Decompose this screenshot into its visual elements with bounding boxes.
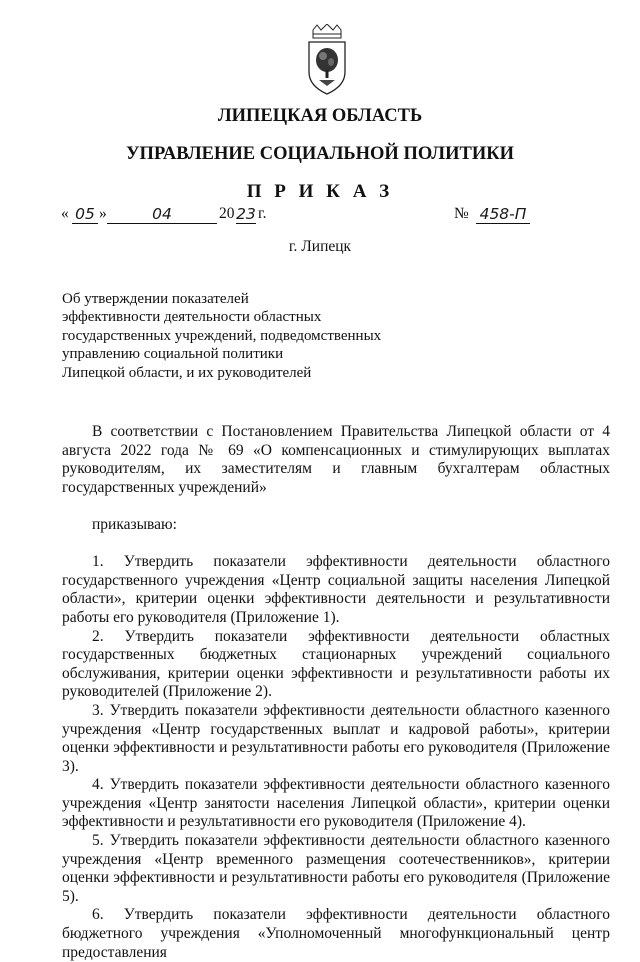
order-item: 3. Утвердить показатели эффективности деятельности областного казенного учреждения «Центр государственных выплат и кадровой работы», критерии оценки эффективности и результативности работы его руководителя (Приложение 3). [62,701,610,775]
order-item: 1. Утвердить показатели эффективности деятельности областного государственного учреждения «Центр социальной защиты населения Липецкой области», критерии оценки эффективности деятельности и результативности работы его руководителя (Приложение 1). [62,553,610,626]
department-title: УПРАВЛЕНИЕ СОЦИАЛЬНОЙ ПОЛИТИКИ [125,144,515,164]
date-year-prefix: 20 [219,205,235,222]
date-open-quote: « [61,205,69,222]
order-item: 6. Утвердить показатели эффективности деятельности областного бюджетного учреждения «Уполномоченный многофункциональный центр предоставления [62,906,610,961]
date-close-quote: » [99,205,107,222]
coat-of-arms-emblem [303,24,351,96]
date-day: 05 [72,205,98,224]
city: г. Липецк [288,238,352,255]
subject-block [62,290,422,382]
order-item: 4. Утвердить показатели эффективности деятельности областного казенного учреждения «Центр занятости населения Липецкой области», критерии оценки эффективности и результативности его руководителя (Приложение 4). [62,776,610,831]
document-type-title: П Р И К А З [246,181,394,202]
subject-line: эффективности деятельности областных [62,309,322,326]
subject-line: Об утверждении показателей [62,291,249,307]
date-year-mark: г. [258,205,267,222]
order-number: 458-П [476,205,530,224]
order-item: 2. Утвердить показатели эффективности деятельности областных государственных бюджетных стационарных учреждений социального обслуживания, критерии оценки эффективности и результативности работы их руководителей (Приложение 2). [62,627,610,701]
document-body [62,423,610,962]
date-year-suffix: 23 [236,205,256,223]
subject-line: управлению социальной политики [62,346,284,363]
number-sign: № [454,205,469,222]
subject-line: государственных учреждений, подведомственных [62,327,382,344]
subject-line: Липецкой области, и их руководителей [62,364,312,381]
order-item: 5. Утвердить показатели эффективности деятельности областного казенного учреждения «Центр временного размещения соотечественников», критерии оценки эффективности и результативности работы его руководителя (Приложение 5). [62,832,610,905]
region-title: ЛИПЕЦКАЯ ОБЛАСТЬ [217,106,423,126]
date-month: 04 [107,205,217,224]
preamble: В соответствии с Постановлением Правительства Липецкой области от 4 августа 2022 года № 69 «О компенсационных и стимулирующих выплатах руководителям, их заместителям и главным бухгалтерам областных государственных учреждений» [62,423,610,496]
order-word: приказываю: [92,515,177,533]
